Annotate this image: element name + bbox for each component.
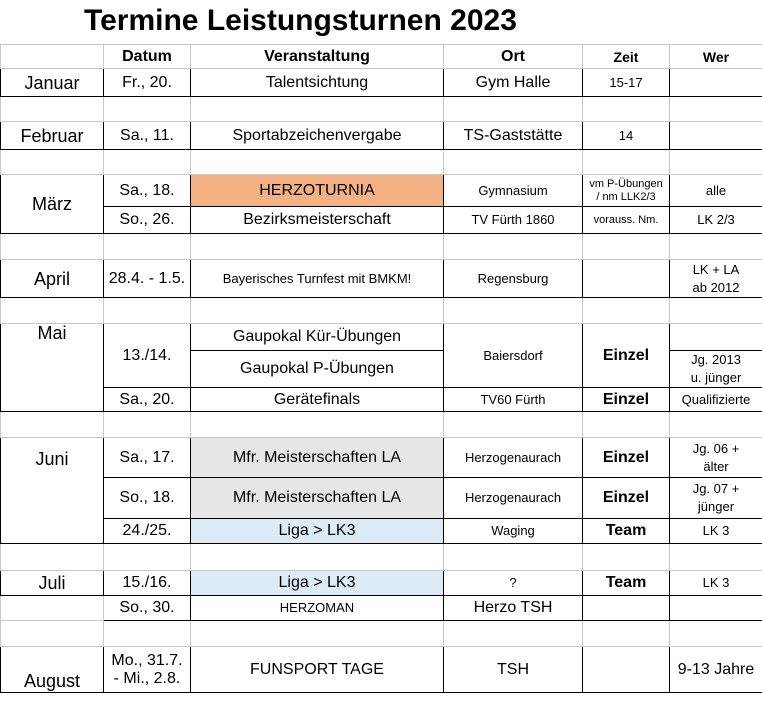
table-row	[1, 122, 762, 150]
ort-cell: Regensburg	[444, 260, 583, 298]
month-cell: Februar	[1, 122, 104, 150]
ort-cell: Waging	[444, 519, 583, 544]
zeit-cell: Einzel	[583, 478, 670, 519]
table-row	[1, 260, 762, 298]
datum-cell: Sa., 11.	[104, 122, 191, 150]
datum-cell: Fr., 20.	[104, 69, 191, 97]
month-cell: März	[1, 175, 104, 234]
wer-cell: Jg. 06 + älter	[670, 438, 762, 478]
month-cell: Mai	[1, 324, 104, 412]
wer-cell: LK 3	[670, 519, 762, 544]
month-cell: Juli	[1, 571, 104, 596]
event-cell: Talentsichtung	[191, 69, 444, 97]
wer-cell: LK 3	[670, 571, 762, 596]
ort-cell: TV60 Fürth	[444, 388, 583, 412]
table-row	[1, 596, 762, 621]
event-cell: Sportabzeichenvergabe	[191, 122, 444, 150]
ort-cell: Herzo TSH	[444, 596, 583, 621]
zeit-cell	[583, 596, 670, 621]
event-cell: Liga > LK3	[191, 519, 444, 544]
wer-cell: LK 2/3	[670, 207, 762, 234]
event-cell-highlight: HERZOTURNIA	[191, 175, 444, 207]
event-cell: FUNSPORT TAGE	[191, 647, 444, 693]
zeit-cell: 14	[583, 122, 670, 150]
datum-cell: Sa., 18.	[104, 175, 191, 207]
header-ort: Ort	[444, 45, 583, 69]
datum-cell: Sa., 17.	[104, 438, 191, 478]
spacer-row	[1, 234, 762, 260]
event-cell: Gaupokal Kür-Übungen	[191, 324, 444, 351]
wer-cell: Qualifizierte	[670, 388, 762, 412]
table-row	[1, 207, 762, 234]
table-row	[1, 519, 762, 544]
datum-cell: 15./16.	[104, 571, 191, 596]
wer-cell	[670, 596, 762, 621]
event-cell: Mfr. Meisterschaften LA	[191, 438, 444, 478]
spacer-row	[1, 621, 762, 647]
ort-cell: Gym Halle	[444, 69, 583, 97]
wer-cell: alle	[670, 175, 762, 207]
ort-cell: TSH	[444, 647, 583, 693]
wer-cell: Jg. 2013 u. jünger	[670, 351, 762, 388]
zeit-cell: 15-17	[583, 69, 670, 97]
wer-cell	[670, 122, 762, 150]
header-wer: Wer	[670, 45, 762, 69]
zeit-cell: Einzel	[583, 324, 670, 388]
table-row	[1, 438, 762, 478]
ort-cell: Herzogenaurach	[444, 478, 583, 519]
month-cell: April	[1, 260, 104, 298]
zeit-cell: Team	[583, 519, 670, 544]
spacer-row	[1, 97, 762, 122]
month-cell: Juni	[1, 438, 104, 544]
spacer-row	[1, 150, 762, 175]
table-row	[1, 324, 762, 351]
schedule-table	[0, 44, 762, 693]
month-cell-empty	[1, 596, 104, 621]
table-row	[1, 571, 762, 596]
zeit-cell: vorauss. Nm.	[583, 207, 670, 234]
datum-cell: 24./25.	[104, 519, 191, 544]
wer-cell	[670, 69, 762, 97]
event-cell: Gerätefinals	[191, 388, 444, 412]
header-row	[1, 45, 762, 69]
event-cell: Bayerisches Turnfest mit BMKM!	[191, 260, 444, 298]
month-cell: August	[1, 647, 104, 693]
title-row	[0, 0, 762, 44]
ort-cell: TS-Gaststätte	[444, 122, 583, 150]
datum-cell: So., 26.	[104, 207, 191, 234]
table-row	[1, 647, 762, 693]
header-datum: Datum	[104, 45, 191, 69]
zeit-cell: Einzel	[583, 388, 670, 412]
datum-cell: 28.4. - 1.5.	[104, 260, 191, 298]
ort-cell: ?	[444, 571, 583, 596]
table-row	[1, 478, 762, 519]
table-row	[1, 69, 762, 97]
table-row	[1, 388, 762, 412]
event-cell: Mfr. Meisterschaften LA	[191, 478, 444, 519]
header-empty	[1, 45, 104, 69]
event-cell: HERZOMAN	[191, 596, 444, 621]
zeit-cell	[583, 260, 670, 298]
zeit-cell: Team	[583, 571, 670, 596]
wer-cell: Jg. 07 + jünger	[670, 478, 762, 519]
datum-cell: Mo., 31.7. - Mi., 2.8.	[104, 647, 191, 693]
spacer-row	[1, 412, 762, 438]
datum-cell: Sa., 20.	[104, 388, 191, 412]
month-cell: Januar	[1, 69, 104, 97]
header-veranstaltung: Veranstaltung	[191, 45, 444, 69]
table-row	[1, 175, 762, 207]
ort-cell: Gymnasium	[444, 175, 583, 207]
datum-cell: So., 30.	[104, 596, 191, 621]
wer-cell: 9-13 Jahre	[670, 647, 762, 693]
event-cell: Bezirksmeisterschaft	[191, 207, 444, 234]
header-zeit: Zeit	[583, 45, 670, 69]
datum-cell: 13./14.	[104, 324, 191, 388]
spacer-row	[1, 298, 762, 324]
event-cell: Gaupokal P-Übungen	[191, 351, 444, 388]
spacer-row	[1, 544, 762, 571]
zeit-cell: vm P-Übungen / nm LLK2/3	[583, 175, 670, 207]
zeit-cell: Einzel	[583, 438, 670, 478]
ort-cell: TV Fürth 1860	[444, 207, 583, 234]
zeit-cell	[583, 647, 670, 693]
page-title: Termine Leistungsturnen 2023	[84, 4, 517, 37]
ort-cell: Baiersdorf	[444, 324, 583, 388]
ort-cell: Herzogenaurach	[444, 438, 583, 478]
wer-cell-empty	[670, 324, 762, 351]
event-cell: Liga > LK3	[191, 571, 444, 596]
datum-cell: So., 18.	[104, 478, 191, 519]
wer-cell: LK + LA ab 2012	[670, 260, 762, 298]
